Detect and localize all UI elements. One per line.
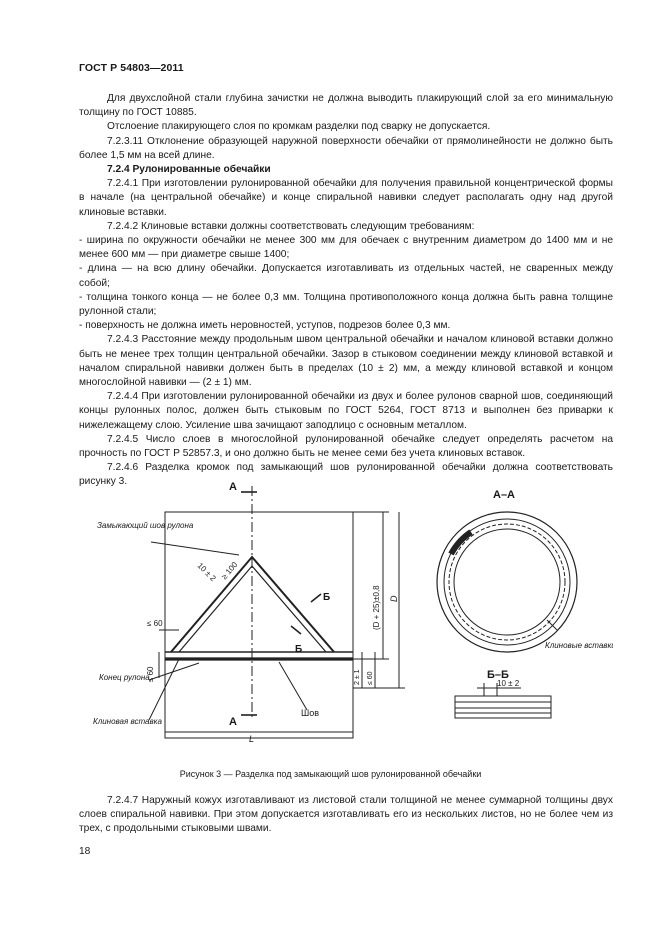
label-a-bottom: А <box>229 716 237 728</box>
label-closing-weld: Замыкающий шов рулона <box>97 521 194 530</box>
document-header: ГОСТ Р 54803—2011 <box>79 62 184 74</box>
label-dim-60: ≤ 60 <box>147 619 163 628</box>
section-heading: 7.2.4 Рулонированные обечайки <box>107 164 271 176</box>
paragraph: 7.2.4.3 Расстояние между продольным швом центральной обечайки и началом клиновой вставки должно быть не менее трех толщин центральной обечайки. Зазор в стыковом соединении между клиновой вставкой и началом спиральной навивки должен быть в пределах (10 ± 2) мм, а между клиновой вставкой и концом многослойной навивки — (2 ± 1) мм. <box>79 334 613 389</box>
wedge-insert-marker <box>451 532 471 554</box>
label-weld: Шов <box>301 708 320 718</box>
paragraph: 7.2.4.4 При изготовлении рулонированной обечайки из двух и более рулонов сварной шов, соединяющий концы рулонных полос, должен быть стыковым по ГОСТ 5264, ГОСТ 8713 и выполнен без приварки к нижележащему слою. Усиление шва зачищают заподлицо с основным металлом. <box>79 391 613 431</box>
list-item: - поверхность не должна иметь неровностей, уступов, подрезов более 0,3 мм. <box>79 320 451 332</box>
page-number: 18 <box>79 846 91 857</box>
label-l: L <box>249 734 255 744</box>
document-body <box>79 92 613 490</box>
paragraph: Для двухслойной стали глубина зачистки не должна выводить плакирующий слой за его минимальную толщину по ГОСТ 10885. <box>79 93 613 119</box>
outer-circle <box>437 512 577 652</box>
paragraph: 7.2.4.6 Разделка кромок под замыкающий шов рулонированной обечайки должна соответствовать рисунку 3. <box>79 462 613 488</box>
figure-caption: Рисунок 3 — Разделка под замыкающий шов рулонированной обечайки <box>179 769 482 779</box>
label-dim-d: D <box>389 595 399 602</box>
label-coil-end: Конец рулона <box>99 673 150 682</box>
label-section-bb: Б–Б <box>487 669 509 681</box>
label-section-aa: А–А <box>493 489 516 501</box>
list-item: - толщина тонкого конца — не более 0,3 мм. Толщина противоположного конца должна быть равна толщине рулонной стали; <box>79 291 613 318</box>
label-a-top: А <box>229 481 237 493</box>
paragraph: 7.2.4.5 Число слоев в многослойной рулонированной обечайке следует определять расчетом на прочность по ГОСТ Р 52857.3, и оно должно быть не менее семи без учета клиновых вставок. <box>79 433 613 460</box>
label-wedge-inserts: Клиновые вставки <box>545 641 613 650</box>
figure-3 <box>79 470 613 760</box>
label-dim-le60: ≤ 60 <box>367 671 374 685</box>
paragraph: 7.2.3.11 Отклонение образующей наружной поверхности обечайки от прямолинейности не должно быть более 1,5 мм на всей длине. <box>79 135 613 161</box>
paragraph: 7.2.4.7 Наружный кожух изготавливают из листовой стали толщиной не менее суммарной толщины двух слоев спиральной навивки. При этом допускается изготавливать его из нескольких листов, но не более чем из трех, с продольными стыковыми швами. <box>79 795 613 835</box>
label-dim-angle: ≥ 100 <box>219 560 240 582</box>
label-b-1: Б <box>323 592 331 603</box>
label-dim-60-vert: ≤ 60 <box>146 666 155 682</box>
label-b-2: Б <box>295 644 303 655</box>
figure-drawing <box>79 470 613 760</box>
paragraph: Отслоение плакирующего слоя по кромкам разделки под сварку не допускается. <box>107 121 491 133</box>
list-item: - ширина по окружности обечайки не менее 300 мм для обечаек с внутренним диаметром до 1400 мм и не менее 600 мм — при диаметре свыше 1400; <box>79 235 613 261</box>
document-body-continued <box>79 794 613 837</box>
label-dim-dplus: (D + 25)±0,8 <box>372 585 381 630</box>
paragraph: 7.2.4.1 При изготовлении рулонированной обечайки для получения правильной концентрической формы в начале (на центральной обечайке) и конце спиральной навивки следует располагать одну над другой клиновые вставки. <box>79 178 613 218</box>
label-dim-bb: 10 ± 2 <box>497 679 520 688</box>
label-dim-2-1: 2 ± 1 <box>354 669 361 685</box>
label-wedge-insert: Клиновая вставка <box>93 717 162 726</box>
list-item: - длина — на всю длину обечайки. Допускается изготавливать из отдельных частей, не сваренных между собой; <box>79 263 613 289</box>
paragraph: 7.2.4.2 Клиновые вставки должны соответствовать следующим требованиям: <box>107 220 475 232</box>
section-bb <box>455 683 551 718</box>
label-dim-10: 10 ± 2 <box>195 561 218 584</box>
